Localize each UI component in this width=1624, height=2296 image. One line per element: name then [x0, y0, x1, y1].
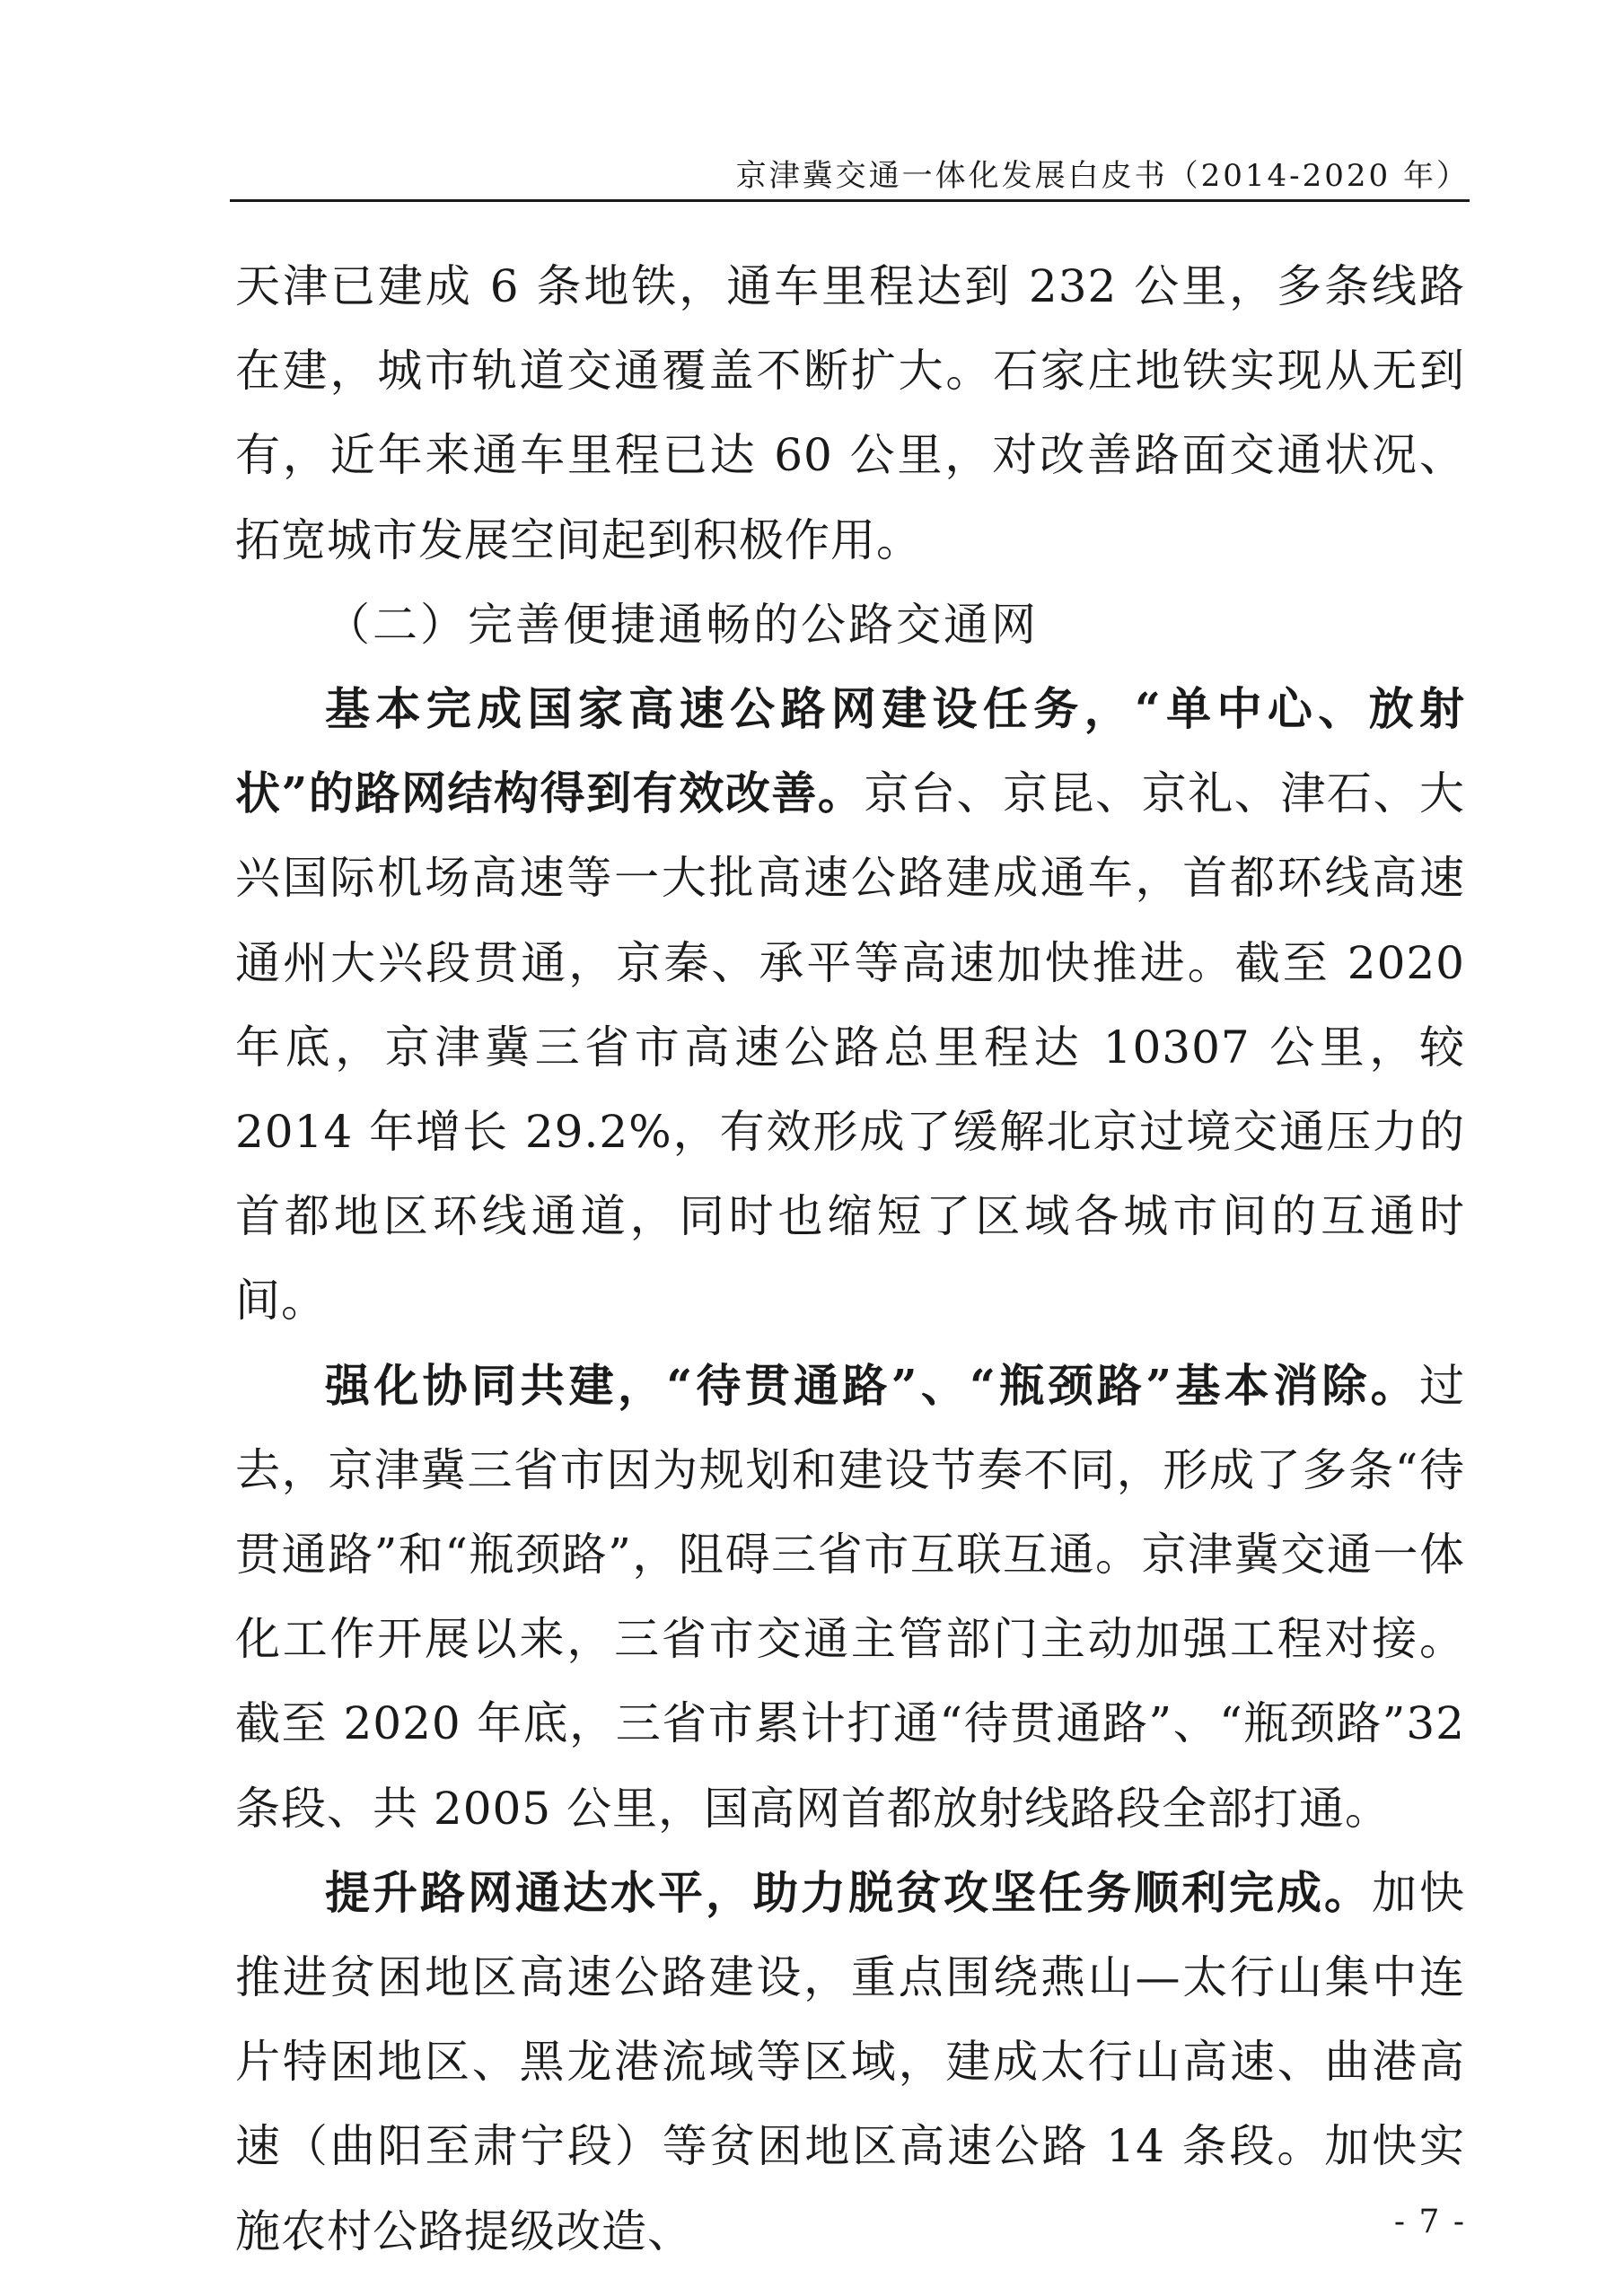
page-number: - 7 - [1393, 2204, 1466, 2240]
paragraph-text: 加快推进贫困地区高速公路建设，重点围绕燕山—太行山集中连片特困地区、黑龙港流域等区域，建成太行山高速、曲港高速（曲阳至肃宁段）等贫困地区高速公路 14 条段。加快实施农村公路提级改造、 [235, 1866, 1465, 2257]
paragraph-lead: 基本完成国家高速公路网建设任务，“单中心、放射状”的路网结构得到有效改善。 [235, 682, 1465, 820]
section-heading: （二）完善便捷通畅的公路交通网 [325, 598, 1039, 651]
header-rule [230, 199, 1470, 202]
running-header: 京津冀交通一体化发展白皮书（2014-2020 年） [735, 158, 1470, 194]
paragraph-lead: 提升路网通达水平，助力脱贫攻坚任务顺利完成。 [325, 1865, 1372, 1919]
paragraph [235, 1344, 1465, 1851]
paragraph-text: 过去，京津冀三省市因为规划和建设节奏不同，形成了多条“待贯通路”和“瓶颈路”，阻碍三省市互联互通。京津冀交通一体化工作开展以来，三省市交通主管部门主动加强工程对接。截至 2020 年底，三省市累计打通“待贯通路”、“瓶颈路”32 条段、共 2005 公里，国高网首都放射线路段全部打通。 [235, 1359, 1465, 1835]
paragraph-continuation: 天津已建成 6 条地铁，通车里程达到 232 公里，多条线路在建，城市轨道交通覆盖不断扩大。石家庄地铁实现从无到有，近年来通车里程已达 60 公里，对改善路面交通状况、拓宽城市发展空间起到积极作用。 [235, 260, 1465, 566]
paragraph [235, 667, 1465, 1344]
document-body [235, 244, 1465, 2274]
paragraph-lead: 强化协同共建，“待贯通路”、“瓶颈路”基本消除。 [325, 1358, 1419, 1412]
paragraph-text: 京台、京昆、京礼、津石、大兴国际机场高速等一大批高速公路建成通车，首都环线高速通州大兴段贯通，京秦、承平等高速加快推进。截至 2020 年底，京津冀三省市高速公路总里程达 10307 公里，较 2014 年增长 29.2%，有效形成了缓解北京过境交通压力的首都地区环线通道，同时也缩短了区域各城市间的互通时间。 [235, 767, 1466, 1328]
paragraph [235, 1851, 1465, 2274]
